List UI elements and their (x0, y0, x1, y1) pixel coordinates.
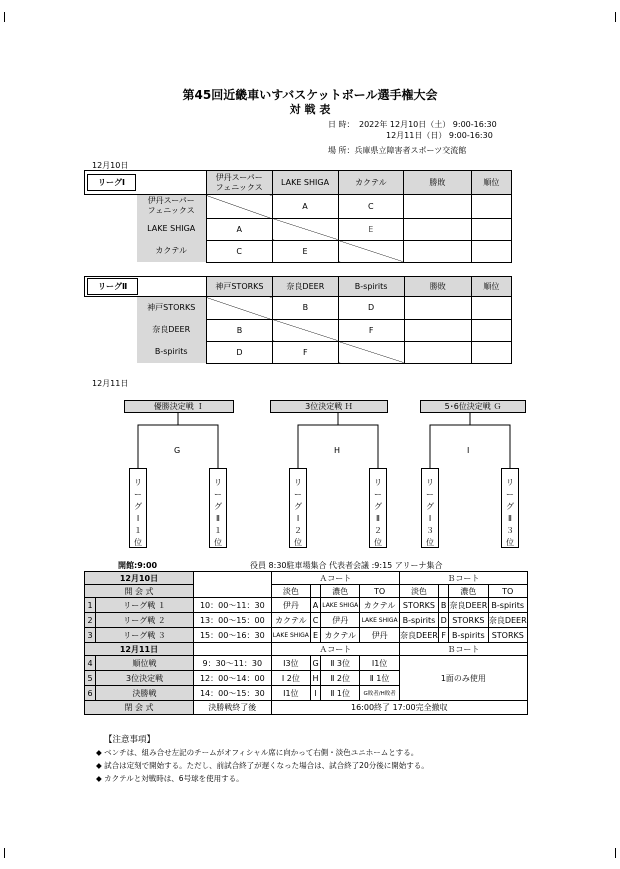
seed-char: グ (214, 502, 222, 511)
match-name: 決勝戦 (96, 686, 194, 701)
league2-row-team: B-spirits (137, 341, 206, 363)
b-game-code: B (439, 598, 449, 613)
light-header: 淡色 (271, 585, 310, 598)
seed-char: 位 (426, 538, 434, 547)
seed-char: グ (294, 502, 302, 511)
seed-char: グ (134, 502, 142, 511)
b-game-code: D (439, 613, 449, 628)
a-dark-team: 伊丹 (321, 613, 360, 628)
seed-char: ー (134, 490, 142, 499)
match-time: 12：00～14：00 (193, 671, 271, 686)
match-time: 14：00～15：30 (193, 686, 271, 701)
seed-char: リ (426, 478, 434, 487)
a-light-team: 伊丹 (271, 598, 310, 613)
seed-char: リ (294, 478, 302, 487)
seed-char: Ⅱ (508, 514, 512, 523)
date-line-1: 2022年 12月10日（土） 9:00-16:30 (359, 120, 497, 129)
seed-char: Ⅱ (216, 514, 220, 523)
final-title-1: 優勝決定戦 Ｉ (124, 400, 234, 413)
a-dark-team: Ⅱ 2位 (321, 671, 360, 686)
match-time: 9：30～11：30 (193, 656, 271, 671)
league1-col-team: LAKE SHIGA (272, 171, 338, 195)
league1-match-cell: A (206, 218, 272, 240)
blank-cell (193, 643, 271, 656)
blank-cell (193, 572, 271, 598)
a-light-team: LAKE SHIGA (271, 628, 310, 643)
league2-match-cell: B (272, 297, 338, 320)
seed-char: ー (506, 490, 514, 499)
to-header: TO (488, 585, 527, 598)
a-dark-team: Ⅱ 1位 (321, 686, 360, 701)
note-item (96, 760, 429, 771)
to-header: TO (360, 585, 399, 598)
a-to-team: Ⅱ 1位 (360, 671, 399, 686)
league1-match-cell: E (338, 218, 404, 240)
b-to-team: B-spirits (488, 598, 527, 613)
row-number: 5 (85, 671, 96, 686)
league1-row-team: 伊丹スーパー フェニックス (137, 195, 206, 218)
row-number: 2 (85, 613, 96, 628)
light-header: 淡色 (399, 585, 438, 598)
a-dark-team: Ⅱ 3位 (321, 656, 360, 671)
seed-char: グ (374, 502, 382, 511)
a-game-code: H (311, 671, 321, 686)
court-b-header: Ｂコート (399, 572, 527, 585)
league2-row-team: 奈良DEER (137, 319, 206, 341)
seed-char: ー (294, 490, 302, 499)
game-code-3: I (467, 446, 470, 455)
match-name: リーグ戦 ３ (96, 628, 194, 643)
page-title: 第45回近畿車いすバスケットボール選手権大会 (182, 88, 438, 102)
league1-match-cell: E (272, 240, 338, 262)
a-to-team: カクテル (360, 598, 399, 613)
seed-char: ２ (374, 526, 382, 535)
league1-col-team: 伊丹スーパー フェニックス (206, 171, 272, 195)
league1-match-cell: C (338, 195, 404, 219)
court-a-header: Ａコート (271, 572, 399, 585)
seed-char: グ (506, 502, 514, 511)
league2-match-cell: D (338, 297, 404, 320)
day2-header: 12月11日 (85, 643, 194, 656)
league2-rank-header: 順位 (471, 277, 511, 297)
venue: 場 所：兵庫県立障害者スポーツ交流館 (328, 146, 467, 155)
match-name: リーグ戦 １ (96, 598, 194, 613)
league2-col-team: 神戸STORKS (206, 277, 272, 297)
seed-char: リ (214, 478, 222, 487)
seed-char: 位 (134, 538, 142, 547)
league1-rank-header: 順位 (471, 171, 511, 195)
a-game-code: E (311, 628, 321, 643)
match-time: 10：00～11：30 (193, 598, 271, 613)
closing-time: 決勝戦終了後 (193, 701, 271, 715)
match-name: 3位決定戦 (96, 671, 194, 686)
final-title-3: 5･6位決定戦 Ｇ (420, 400, 526, 413)
league2-col-team: 奈良DEER (272, 277, 338, 297)
seed-char: １ (214, 526, 222, 535)
a-game-code: A (311, 598, 321, 613)
opening-time: 開館:9:00 (118, 561, 158, 570)
seed-char: １ (134, 526, 142, 535)
date-label: 日 時： (328, 120, 355, 129)
league2-win-header: 勝敗 (404, 277, 471, 297)
league2-row-team: 神戸STORKS (137, 297, 206, 319)
league1-match-cell: A (272, 195, 338, 219)
court-a-header: Ａコート (271, 643, 399, 656)
a-dark-team: LAKE SHIGA (321, 598, 360, 613)
b-light-team: 奈良DEER (399, 628, 438, 643)
row-number: 6 (85, 686, 96, 701)
note-text: カクテルと対戦時は、6号球を使用する。 (104, 774, 244, 783)
code-header (439, 585, 449, 598)
a-to-team: Ⅰ1位 (360, 656, 399, 671)
a-light-team: Ⅰ 2位 (271, 671, 310, 686)
b-light-team: STORKS (399, 598, 438, 613)
dark-header: 濃色 (449, 585, 488, 598)
game-code-1: G (174, 446, 181, 455)
note-item (96, 747, 418, 758)
league1-name: リーグⅠ (87, 174, 136, 191)
seed-box (209, 468, 227, 548)
dark-header: 濃色 (321, 585, 360, 598)
seed-char: ３ (426, 526, 434, 535)
a-light-team: Ⅰ3位 (271, 656, 310, 671)
seed-box (289, 468, 307, 548)
row-number: 3 (85, 628, 96, 643)
date-line-2: 12月11日（日） 9:00-16:30 (386, 131, 493, 140)
league2-name: リーグⅡ (87, 278, 138, 295)
day1-header: 12月10日 (85, 572, 194, 585)
b-dark-team: B-spirits (449, 628, 488, 643)
b-dark-team: STORKS (449, 613, 488, 628)
closing-note: 16:00終了 17:00完全撤収 (271, 701, 527, 715)
seed-char: 位 (214, 538, 222, 547)
schedule-table (84, 571, 528, 715)
code-header (311, 585, 321, 598)
seed-char: 位 (294, 538, 302, 547)
a-game-code: C (311, 613, 321, 628)
seed-box (501, 468, 519, 548)
seed-char: ー (214, 490, 222, 499)
league1-col-team: カクテル (338, 171, 404, 195)
seed-box (129, 468, 147, 548)
seed-char: Ⅰ (296, 514, 300, 523)
b-dark-team: 奈良DEER (449, 598, 488, 613)
seed-char: リ (134, 478, 142, 487)
league2-match-cell: B (206, 319, 272, 341)
bullet-icon: ◆ (96, 748, 102, 757)
row-number: 1 (85, 598, 96, 613)
a-dark-team: カクテル (321, 628, 360, 643)
note-text: ベンチは、組み合せ左記のチームがオフィシャル席に向かって右側・淡色ユニホームとする。 (104, 748, 419, 757)
seed-char: 位 (506, 538, 514, 547)
a-to-team: LAKE SHIGA (360, 613, 399, 628)
seed-char: ー (374, 490, 382, 499)
league1-row-team: LAKE SHIGA (137, 218, 206, 240)
league2-match-cell: D (206, 341, 272, 363)
a-light-team: Ⅰ1位 (271, 686, 310, 701)
bullet-icon: ◆ (96, 774, 102, 783)
b-to-team: STORKS (488, 628, 527, 643)
court-b-header: Ｂコート (399, 643, 527, 656)
seed-box (421, 468, 439, 548)
a-light-team: カクテル (271, 613, 310, 628)
league2-match-cell: F (272, 341, 338, 363)
seed-char: グ (426, 502, 434, 511)
seed-char: リ (506, 478, 514, 487)
a-game-code: I (311, 686, 321, 701)
page-subtitle: 対 戦 表 (289, 103, 331, 116)
seed-char: ー (426, 490, 434, 499)
seed-char: リ (374, 478, 382, 487)
opening-ceremony: 開 会 式 (85, 585, 194, 598)
row-number: 4 (85, 656, 96, 671)
closing-ceremony: 閉 会 式 (85, 701, 194, 715)
match-time: 15：00～16：30 (193, 628, 271, 643)
court-b-note: 1面のみ使用 (399, 656, 527, 701)
final-title-2: 3位決定戦 Ｈ (270, 400, 388, 413)
meeting-note: 役員 8:30駐車場集合 代表者会議 :9:15 アリーナ集合 (250, 561, 443, 570)
a-to-team: 伊丹 (360, 628, 399, 643)
seed-char: ２ (294, 526, 302, 535)
note-item (96, 773, 244, 784)
seed-char: 位 (374, 538, 382, 547)
seed-box (369, 468, 387, 548)
match-name: 順位戦 (96, 656, 194, 671)
league2-col-team: B-spirits (338, 277, 404, 297)
b-to-team: 奈良DEER (488, 613, 527, 628)
day2-label: 12月11日 (92, 379, 129, 388)
league1-win-header: 勝敗 (404, 171, 472, 195)
a-game-code: G (311, 656, 321, 671)
league1-row-team: カクテル (137, 240, 206, 262)
seed-char: Ⅰ (428, 514, 432, 523)
note-text: 試合は定刻で開始する。ただし、前試合終了が遅くなった場合は、試合終了20分後に開始する。 (104, 761, 429, 770)
league2-match-cell: F (338, 319, 404, 341)
game-code-2: H (334, 446, 341, 455)
notes-heading: 【注意事項】 (104, 735, 156, 745)
match-name: リーグ戦 ２ (96, 613, 194, 628)
bullet-icon: ◆ (96, 761, 102, 770)
b-game-code: F (439, 628, 449, 643)
match-time: 13：00～15：00 (193, 613, 271, 628)
seed-char: Ⅱ (376, 514, 380, 523)
b-light-team: B-spirits (399, 613, 438, 628)
seed-char: ３ (506, 526, 514, 535)
seed-char: Ⅰ (136, 514, 140, 523)
league1-match-cell: C (206, 240, 272, 262)
a-to-team: G敗者/H敗者 (360, 686, 399, 701)
day1-label: 12月10日 (92, 161, 129, 170)
